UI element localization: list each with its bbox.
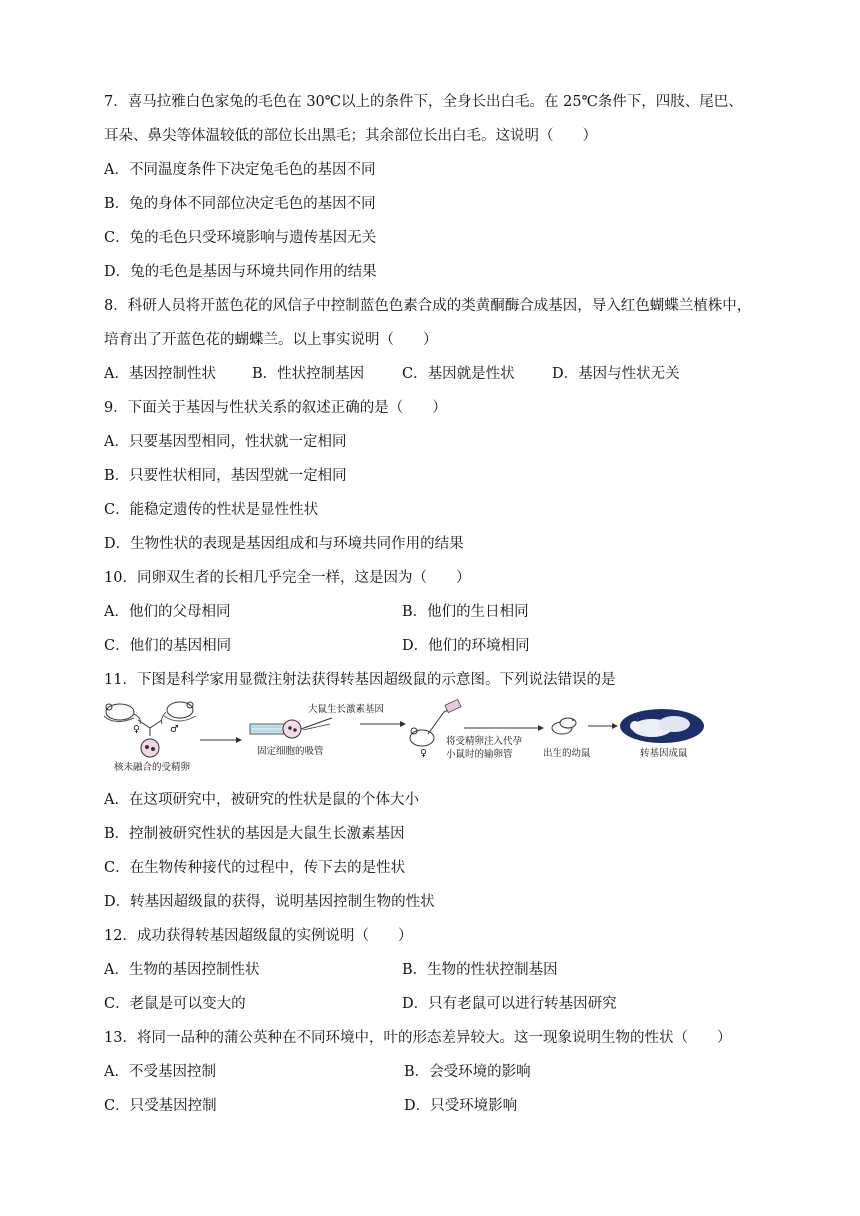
q12-stem: 12．成功获得转基因超级鼠的实例说明（ ） xyxy=(104,928,413,944)
caption-inject-line1: 将受精卵注入代孕 xyxy=(446,736,523,747)
q12-options-row1 xyxy=(104,960,744,980)
female-symbol: ♀ xyxy=(420,748,427,759)
q12-option-b: B．生物的性状控制基因 xyxy=(402,962,558,978)
caption-inject-line2: 小鼠时的输卵管 xyxy=(446,749,513,760)
caption-pipette: 固定细胞的吸管 xyxy=(257,746,324,757)
male-mouse-icon xyxy=(162,702,197,724)
q11-option-a: A．在这项研究中，被研究的性状是鼠的个体大小 xyxy=(104,792,419,808)
q9-option-d: D．生物性状的表现是基因组成和与环境共同作用的结果 xyxy=(104,536,464,552)
q12-options-row2 xyxy=(104,994,744,1014)
q11-option-b: B．控制被研究性状的基因是大鼠生长激素基因 xyxy=(104,826,405,842)
caption-gene: 大鼠生长激素基因 xyxy=(308,704,385,715)
male-symbol: ♂ xyxy=(170,724,179,735)
caption-fertilized-egg: 核未融合的受精卵 xyxy=(114,762,191,773)
q10-options-row1 xyxy=(104,602,744,622)
fertilized-egg-icon xyxy=(141,739,159,757)
q8-option-b: B．性状控制基因 xyxy=(252,366,365,382)
q10-options-row2 xyxy=(104,636,744,656)
q10-option-a: A．他们的父母相同 xyxy=(104,604,231,620)
q13-options-row2 xyxy=(104,1096,744,1116)
q8-stem-line1: 8．科研人员将开蓝色花的风信子中控制蓝色色素合成的类黄酮酶合成基因，导入红色蝴蝶兰植株中， xyxy=(104,298,752,314)
q10-option-d: D．他们的环境相同 xyxy=(402,638,530,654)
q13-option-d: D．只受环境影响 xyxy=(404,1098,518,1114)
arrow-icon xyxy=(464,725,544,731)
arrow-icon xyxy=(588,723,618,729)
transgenic-mouse-diagram xyxy=(100,698,710,774)
q7-option-d: D．兔的毛色是基因与环境共同作用的结果 xyxy=(104,264,377,280)
q13-stem: 13．将同一品种的蒲公英种在不同环境中，叶的形态差异较大。这一现象说明生物的性状（ ） xyxy=(104,1030,732,1046)
arrow-icon xyxy=(200,737,242,743)
q11-option-d: D．转基因超级鼠的获得，说明基因控制生物的性状 xyxy=(104,894,435,910)
female-mouse-icon xyxy=(104,704,140,724)
q8-options xyxy=(104,364,744,384)
q7-option-a: A．不同温度条件下决定兔毛色的基因不同 xyxy=(104,162,376,178)
q8-option-d: D．基因与性状无关 xyxy=(552,366,680,382)
q9-option-a: A．只要基因型相同，性状就一定相同 xyxy=(104,434,347,450)
caption-adult: 转基因成鼠 xyxy=(640,748,688,759)
arrow-icon xyxy=(360,721,406,727)
caption-pups: 出生的幼鼠 xyxy=(543,748,591,759)
q9-stem: 9．下面关于基因与性状关系的叙述正确的是（ ） xyxy=(104,400,447,416)
q13-options-row1 xyxy=(104,1062,744,1082)
q7-option-c: C．兔的毛色只受环境影响与遗传基因无关 xyxy=(104,230,377,246)
female-symbol: ♀ xyxy=(133,724,140,735)
transgenic-adult-mice-icon xyxy=(620,709,704,743)
q13-option-b: B．会受环境的影响 xyxy=(404,1064,531,1080)
q7-option-b: B．兔的身体不同部位决定毛色的基因不同 xyxy=(104,196,376,212)
newborn-mice-icon xyxy=(552,718,576,734)
q9-option-c: C．能稳定遗传的性状是显性性状 xyxy=(104,502,319,518)
q10-option-c: C．他们的基因相同 xyxy=(104,638,232,654)
q12-option-c: C．老鼠是可以变大的 xyxy=(104,996,246,1012)
q10-option-b: B．他们的生日相同 xyxy=(402,604,529,620)
q9-option-b: B．只要性状相同，基因型就一定相同 xyxy=(104,468,347,484)
micro-injection-icon xyxy=(250,718,332,738)
q7-stem-line1: 7．喜马拉雅白色家兔的毛色在 30℃以上的条件下，全身长出白毛。在 25℃条件下，四肢、尾巴、 xyxy=(104,94,743,110)
q10-stem: 10．同卵双生者的长相几乎完全一样，这是因为（ ） xyxy=(104,570,471,586)
q13-option-a: A．不受基因控制 xyxy=(104,1064,216,1080)
q12-option-d: D．只有老鼠可以进行转基因研究 xyxy=(402,996,617,1012)
q11-option-c: C．在生物传种接代的过程中，传下去的是性状 xyxy=(104,860,406,876)
q12-option-a: A．生物的基因控制性状 xyxy=(104,962,260,978)
q11-stem: 11．下图是科学家用显微注射法获得转基因超级鼠的示意图。下列说法错误的是 xyxy=(104,672,616,688)
q13-option-c: C．只受基因控制 xyxy=(104,1098,217,1114)
q8-option-a: A．基因控制性状 xyxy=(104,366,216,382)
q8-option-c: C．基因就是性状 xyxy=(402,366,515,382)
q8-stem-line2: 培育出了开蓝色花的蝴蝶兰。以上事实说明（ ） xyxy=(104,332,438,348)
q7-stem-line2: 耳朵、鼻尖等体温较低的部位长出黑毛；其余部位长出白毛。这说明（ ） xyxy=(104,128,597,144)
